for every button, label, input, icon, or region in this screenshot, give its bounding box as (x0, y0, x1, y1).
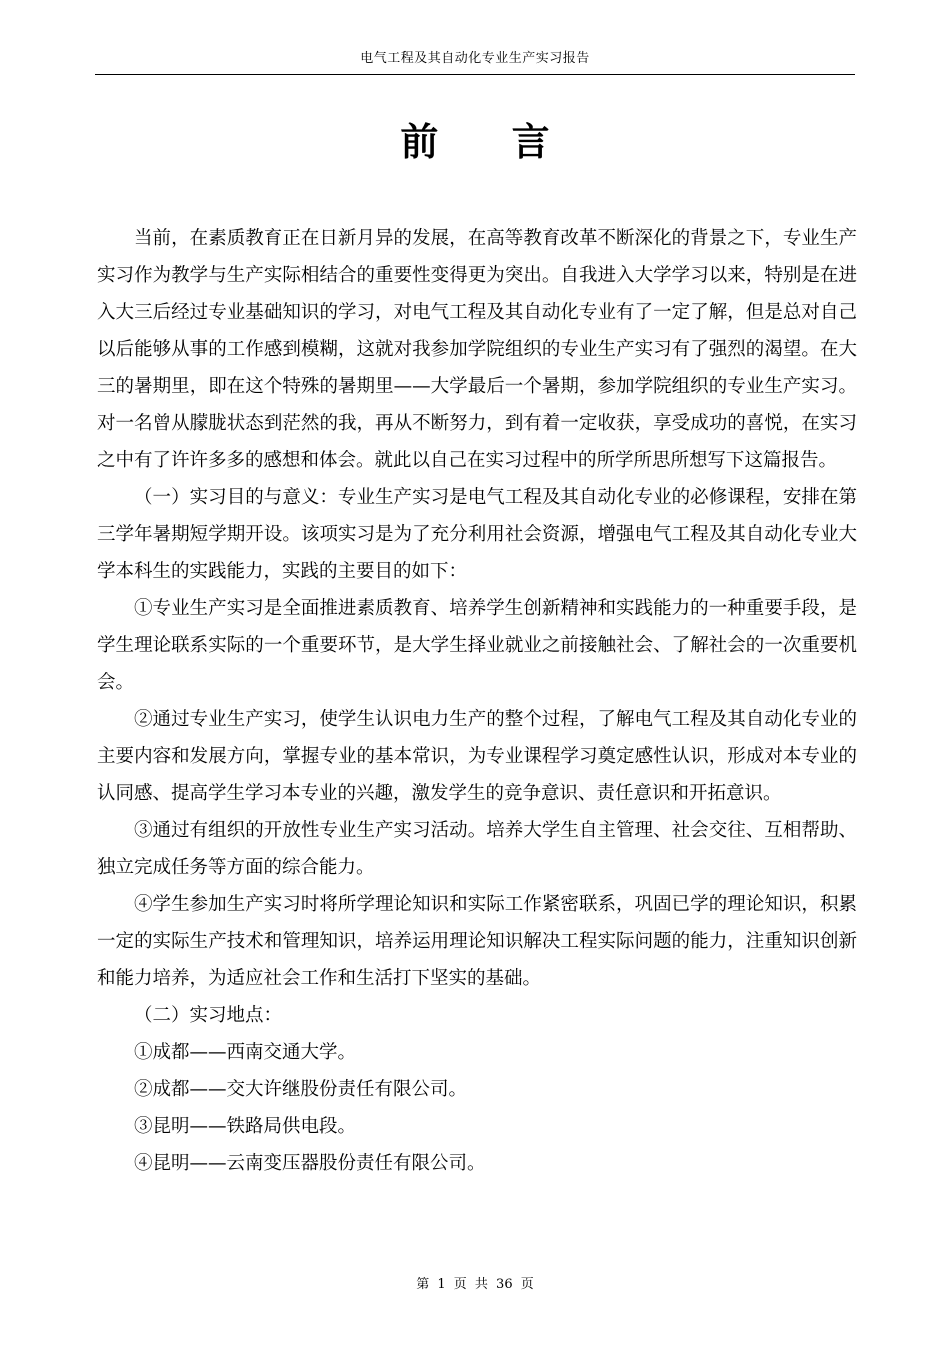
paragraph-purpose-item-2: ②通过专业生产实习，使学生认识电力生产的整个过程，了解电气工程及其自动化专业的主要内容和发展方向，掌握专业的基本常识，为专业课程学习奠定感性认识，形成对本专业的认同感、提高学生学习本专业的兴趣，激发学生的竞争意识、责任意识和开拓意识。 (97, 709, 857, 804)
paragraph-purpose-item-4: ④学生参加生产实习时将所学理论知识和实际工作紧密联系，巩固已学的理论知识，积累一定的实际生产技术和管理知识，培养运用理论知识解决工程实际问题的能力，注重知识创新和能力培养，为适应社会工作和生活打下坚实的基础。 (97, 894, 857, 989)
running-header: 电气工程及其自动化专业生产实习报告 (360, 51, 590, 66)
paragraph-location-2: ②成都——交大许继股份责任有限公司。 (134, 1079, 468, 1100)
header-rule (95, 74, 855, 75)
paragraph-intro: 当前，在素质教育正在日新月异的发展，在高等教育改革不断深化的背景之下，专业生产实习作为教学与生产实际相结合的重要性变得更为突出。自我进入大学学习以来，特别是在进入大三后经过专业基础知识的学习，对电气工程及其自动化专业有了一定了解，但是总对自己以后能够从事的工作感到模糊，这就对我参加学院组织的专业生产实习有了强烈的渴望。在大三的暑期里，即在这个特殊的暑期里——大学最后一个暑期，参加学院组织的专业生产实习。对一名曾从朦胧状态到茫然的我，再从不断努力，到有着一定收获，享受成功的喜悦，在实习之中有了许许多多的感想和体会。就此以自己在实习过程中的所学所思所想写下这篇报告。 (97, 228, 857, 471)
paragraph-location-1: ①成都——西南交通大学。 (134, 1042, 357, 1063)
paragraph-purpose: （一）实习目的与意义：专业生产实习是电气工程及其自动化专业的必修课程，安排在第三学年暑期短学期开设。该项实习是为了充分利用社会资源，增强电气工程及其自动化专业大学本科生的实践能力，实践的主要目的如下： (97, 487, 857, 582)
paragraph-location-4: ④昆明——云南变压器股份责任有限公司。 (134, 1153, 486, 1174)
page-number-footer: 第 1 页 共 36 页 (416, 1277, 534, 1292)
paragraph-locations-heading: （二）实习地点： (134, 1005, 283, 1026)
page-title: 前 言 (400, 119, 580, 164)
paragraph-purpose-item-3: ③通过有组织的开放性专业生产实习活动。培养大学生自主管理、社会交往、互相帮助、独立完成任务等方面的综合能力。 (97, 820, 857, 878)
document-body (97, 220, 857, 1182)
paragraph-location-3: ③昆明——铁路局供电段。 (134, 1116, 357, 1137)
paragraph-purpose-item-1: ①专业生产实习是全面推进素质教育、培养学生创新精神和实践能力的一种重要手段，是学生理论联系实际的一个重要环节，是大学生择业就业之前接触社会、了解社会的一次重要机会。 (97, 598, 857, 693)
